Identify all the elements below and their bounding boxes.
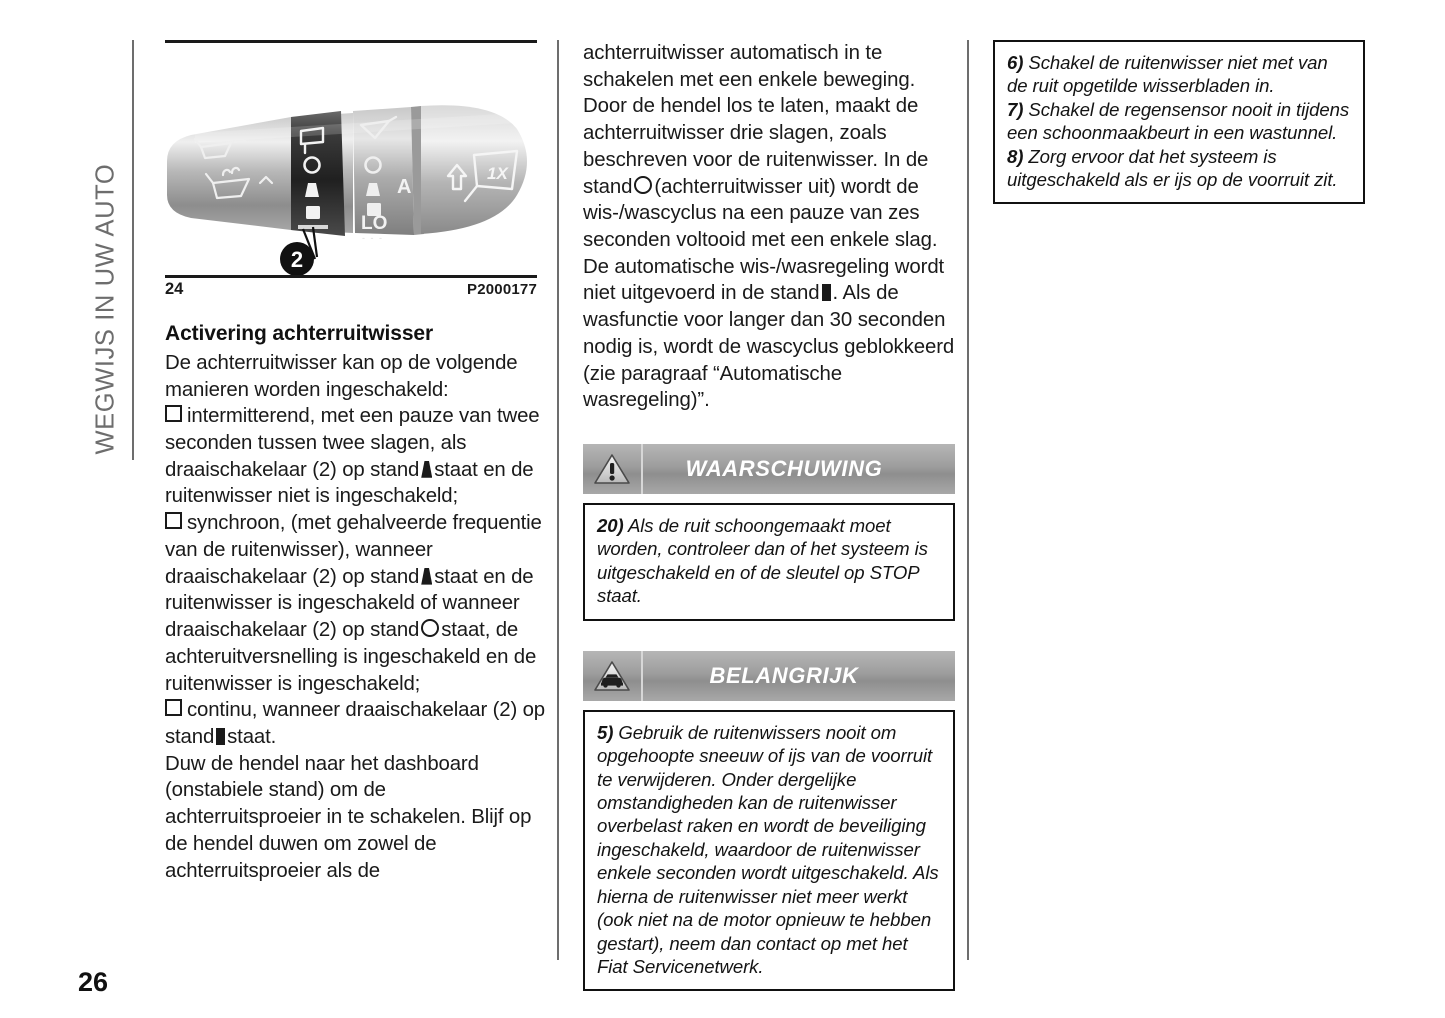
figure-artwork xyxy=(165,43,537,275)
chapter-tab xyxy=(78,40,134,460)
warning-callout-body xyxy=(583,503,955,621)
stalk-label-auto: A xyxy=(397,176,412,198)
section-heading: Activering achterruitwisser xyxy=(165,322,434,345)
square-bullet-icon xyxy=(165,699,182,716)
intermittent-position-icon xyxy=(421,461,432,478)
note-text: Zorg ervoor dat het systeem is uitgeschakeld als er ijs op de voorruit zit. xyxy=(1007,145,1338,191)
continuation-text-a: achterruitwisser automatisch in te schakelen met een enkele beweging. Door de hendel los te laten, maakt de achterruitwisser drie slagen, zoals beschreven voor de ruitenwisser. In de stand xyxy=(583,42,929,198)
square-bullet-icon xyxy=(165,405,182,422)
body-paragraph: Duw de hendel naar het dashboard (onstabiele stand) om de achterruitsproeier in te schakelen. Blijf op de hendel duwen om zowel de achterruitsproeier als de xyxy=(165,752,532,882)
column-divider-2 xyxy=(967,40,969,960)
column-divider-1 xyxy=(557,40,559,960)
chapter-tab-label: WEGWIJS IN UW AUTO xyxy=(91,163,120,455)
svg-text:- - -: - - - xyxy=(362,233,384,243)
continuation-text-c: . Als de wasfunctie voor langer dan 30 seconden nodig is, wordt de wascyclus geblokkeerd (zie paragraaf “Automatische wasregeling)”. xyxy=(583,282,955,412)
important-callout-title: BELANGRIJK xyxy=(709,662,859,688)
warning-triangle-icon xyxy=(583,444,643,494)
page-number: 26 xyxy=(78,967,109,997)
list-item-text-b: staat. xyxy=(227,725,277,748)
note-number: 6) xyxy=(1007,52,1024,73)
warning-note-text: Als de ruit schoongemaakt moet worden, controleer dan of het systeem is uitgeschakeld en of de sleutel op STOP staat. xyxy=(597,515,928,607)
list-item-text-a: synchroon, (met gehalveerde frequentie van de ruitenwisser), wanneer draaischakelaar (2) op stand xyxy=(165,512,542,588)
wiper-stalk-illustration xyxy=(165,43,537,275)
list-item-text-a: continu, wanneer draaischakelaar (2) op stand xyxy=(165,699,545,748)
stalk-label-single-wipe: 1X xyxy=(487,164,508,183)
square-bullet-icon xyxy=(165,512,182,529)
intro-paragraph: De achterruitwisser kan op de volgende manieren worden ingeschakeld: xyxy=(165,351,518,401)
figure-callout-number: 2 xyxy=(290,247,304,272)
continuous-position-icon xyxy=(822,284,831,301)
column-right xyxy=(993,40,1373,204)
column-left xyxy=(165,40,545,884)
figure-code: P2000177 xyxy=(466,281,537,298)
note-text: Schakel de regensensor nooit in tijdens een schoonmaakbeurt in een wastunnel. xyxy=(1007,98,1350,144)
note-number: 8) xyxy=(1007,145,1024,167)
column-middle xyxy=(583,40,963,991)
warning-note xyxy=(597,514,943,608)
list-item xyxy=(165,510,545,697)
warning-callout-header xyxy=(583,444,955,494)
warning-callout xyxy=(583,444,955,621)
note-item xyxy=(1007,98,1352,145)
important-callout xyxy=(583,651,955,992)
note-item xyxy=(1007,145,1352,192)
list-item-text-c: staat, de achteruitversnelling is ingeschakeld en de ruitenwisser is ingeschakeld; xyxy=(165,619,537,695)
list-item-text-b: staat en de ruitenwisser is ingeschakeld of wanneer draaischakelaar (2) op stand xyxy=(165,565,534,642)
note-number: 7) xyxy=(1007,98,1024,120)
important-note-text: Gebruik de ruitenwissers nooit om opgehoopte sneeuw of ijs van de voorruit te verwijderen. Onder dergelijke omstandigheden kan de ruitenwisser overbelast raken en wordt de beveiliging ingeschakeld, waardoor de ruitenwisser enkele seconden wordt uitgeschakeld. Als hierna de ruitenwisser niet meer werkt (ook niet na de motor opnieuw te hebben gestart), neem dan contact op met het Fiat Servicenetwerk. xyxy=(597,721,939,977)
list-item xyxy=(165,403,545,510)
chapter-tab-rule xyxy=(132,40,134,460)
notes-box xyxy=(993,40,1365,204)
list-item xyxy=(165,697,545,750)
note-text: Schakel de ruitenwisser niet met van de ruit opgetilde wisserbladen in. xyxy=(1007,52,1328,97)
warning-note-number: 20) xyxy=(597,515,624,537)
list-item-text-b: staat en de ruitenwisser niet is ingeschakeld; xyxy=(165,458,534,508)
continuation-paragraph xyxy=(583,40,963,414)
off-position-icon xyxy=(421,619,439,637)
figure-caption xyxy=(165,278,537,299)
list-item-text-a: intermitterend, met een pauze van twee seconden tussen twee slagen, als draaischakelaar (2) op stand xyxy=(165,405,540,481)
important-callout-header xyxy=(583,651,955,701)
off-position-icon xyxy=(634,176,652,194)
note-item xyxy=(1007,51,1352,98)
important-callout-body xyxy=(583,710,955,992)
continuation-text-b: (achterruitwisser uit) wordt de wis-/wascyclus na een pauze van zes seconden voltooid met een enkele slag. De automatische wis-/wasregeling wordt niet uitgevoerd in de stand xyxy=(583,175,945,305)
important-note xyxy=(597,721,943,979)
car-triangle-icon xyxy=(583,651,643,701)
figure-number: 24 xyxy=(165,280,184,298)
warning-callout-title: WAARSCHUWING xyxy=(685,456,883,482)
intermittent-position-icon xyxy=(421,568,432,585)
important-note-number: 5) xyxy=(597,721,614,743)
continuous-position-icon xyxy=(216,728,225,745)
figure-wiper-stalk xyxy=(165,40,537,299)
stalk-label-lo: LO xyxy=(361,213,388,234)
